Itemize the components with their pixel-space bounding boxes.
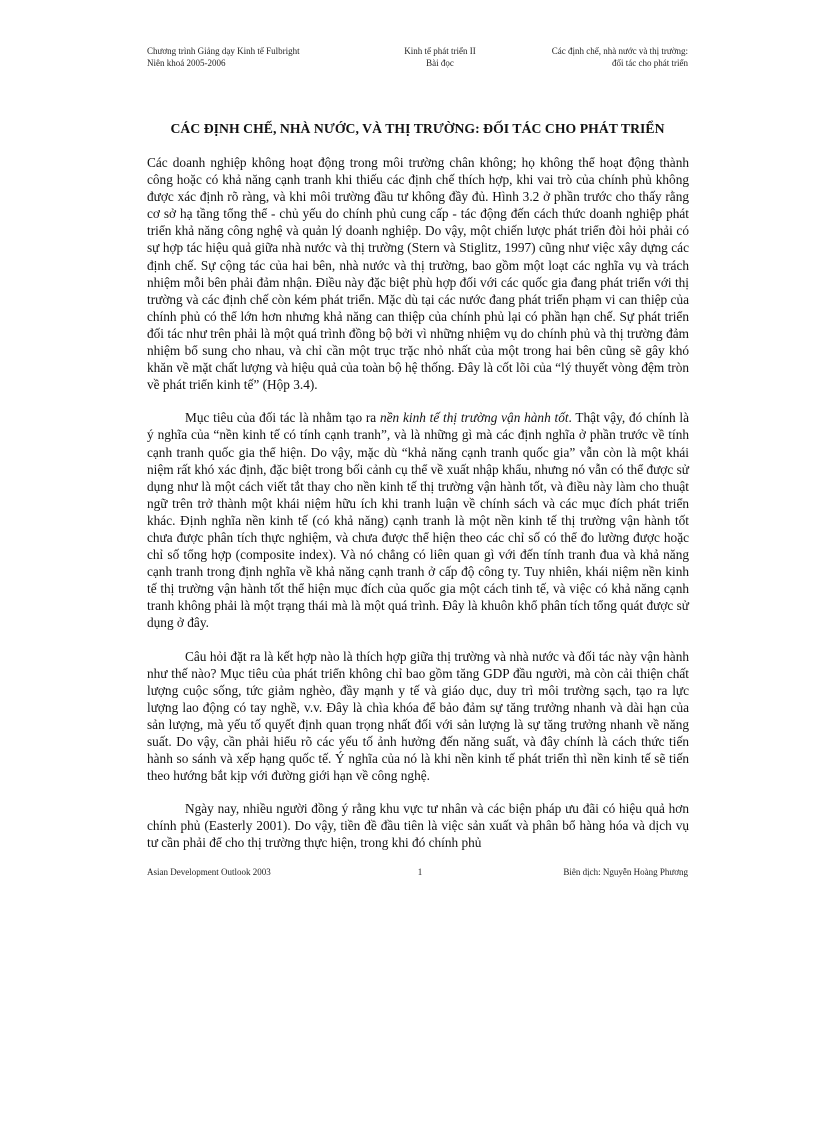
header-reading: Bài đọc [426, 58, 454, 68]
header-topic-line1: Các định chế, nhà nước và thị trường: [551, 46, 688, 56]
page-title: CÁC ĐỊNH CHẾ, NHÀ NƯỚC, VÀ THỊ TRƯỜNG: ĐỐI TÁC CHO PHÁT TRIỂN [170, 121, 665, 136]
header-program: Chương trình Giảng dạy Kinh tế Fulbright [147, 46, 300, 56]
paragraph-2-rest: . Thật vậy, đó chính là ý nghĩa của “nền kinh tế có tính cạnh tranh”, và là những gì mà các định nghĩa ở phần trước về tính cạnh tranh quốc gia thể hiện. Do vậy, mặc dù “khả năng cạnh tranh quốc gia” vẫn còn là một khái niệm rất khó xác định, đặc biệt trong bối cảnh cụ thể về xuất nhập khẩu, nhưng nó vẫn có thể được sử dụng như là một cách viết tắt thay cho nền kinh tế thị trường vận hành tốt, và điều này làm cho thuật ngữ trên trở thành một khái niệm hữu ích khi tranh luận về chính sách và các mục đích phát triển khác. Định nghĩa nền kinh tế (có khả năng) cạnh tranh là một nền kinh tế thị trường vận hành tốt chưa được phân tích thực nghiệm, và chưa được thể hiện theo các chỉ số có thể đo lường được hoặc chỉ số tổng hợp (composite index). Và nó chẳng có liên quan gì với đến tính tranh đua và khả năng cạnh tranh trong định nghĩa về khả năng cạnh tranh ở cấp độ công ty. Tuy nhiên, khái niệm nền kinh tế thị trường vận hành tốt thể hiện mục đích của quốc gia một cách tinh tế, và việc có khả năng cạnh tranh không phải là một trạng thái mà là một quá trình. Đây là khuôn khổ phân tích tổng quát được sử dụng ở đây. [147, 410, 689, 631]
paragraph-2-start: Mục tiêu của đối tác là nhằm tạo ra [185, 410, 380, 426]
header-topic-line2: đối tác cho phát triển [612, 58, 688, 68]
header-course: Kinh tế phát triển II [404, 46, 476, 56]
footer-source: Asian Development Outlook 2003 [147, 867, 271, 877]
paragraph-3: Câu hỏi đặt ra là kết hợp nào là thích hợp giữa thị trường và nhà nước và đối tác này vận hành như thế nào? Mục tiêu của phát triển không chỉ bao gồm tăng GDP đầu người, mà còn cải thiện chất lượng cuộc sống, tức giảm nghèo, đầy mạnh y tế và giáo dục, duy trì môi trường sạch, tạo ra lực lượng lao động có tay nghề, v.v. Đây là chìa khóa để bảo đảm sự tăng trưởng nhanh và dài hạn của sản lượng, mà yếu tố quyết định quan trọng nhất đối với sản lượng là sự tăng trưởng nhanh về năng suất. Do vậy, cần phải hiểu rõ các yếu tố ảnh hưởng đến năng suất, và đây chính là cách thức tiến hành so sánh và xếp hạng quốc tế. Ý nghĩa của nó là khi nền kinh tế phát triển thì nền kinh tế sẽ tiến theo hướng bắt kịp với đường giới hạn về công nghệ. [147, 648, 689, 784]
paragraph-1: Các doanh nghiệp không hoạt động trong môi trường chân không; họ không thể hoạt động thành công hoặc có khả năng cạnh tranh khi thiếu các định chế thích hợp, khi vai trò của chính phủ không được xác định rõ ràng, và khi môi trường đầu tư không đầy đủ. Hình 3.2 ở phần trước cho thấy rằng cơ sở hạ tầng tổng thể - chủ yếu do chính phủ cung cấp - tác động đến cách thức doanh nghiệp phát triển khả năng công nghệ và quản lý doanh nghiệp. Do vậy, một chiến lược phát triển đòi hỏi phải có sự hợp tác hiệu quả giữa nhà nước và thị trường (Stern và Stiglitz, 1997) cũng như việc xây dựng các định chế. Sự cộng tác của hai bên, nhà nước và thị trường, bao gồm một loạt các nghĩa vụ và trách nhiệm mỗi bên phải đảm nhận. Điều này đặc biệt phù hợp đối với các quốc gia đang phát triển với thị trường và các định chế còn kém phát triển. Mặc dù tại các nước đang phát triển phạm vi can thiệp của chính phủ có thể lớn hơn nhưng khả năng can thiệp của chính phủ lại có phần hạn chế. Sự phát triển đối tác như trên phải là một quá trình đồng bộ bởi vì những nhiệm vụ do chính phủ và thị trường đảm nhiệm bổ sung cho nhau, và chỉ cần một trục trặc nhỏ nhất của một trong hai bên cũng sẽ gây khó khăn về mặt chất lượng và hiệu quả của toàn bộ hệ thống. Đây là cốt lõi của “lý thuyết vòng đệm tròn về phát triển kinh tế” (Hộp 3.4). [147, 155, 689, 393]
header-center [390, 45, 490, 69]
header-left [147, 45, 300, 69]
document-body [147, 154, 689, 868]
page-number: 1 [417, 867, 423, 877]
header-year: Niên khoá 2005-2006 [147, 58, 226, 68]
header-right [552, 45, 688, 69]
footer-translator: Biên dịch: Nguyễn Hoàng Phương [563, 867, 688, 877]
paragraph-2-emphasis: nền kinh tế thị trường vận hành tốt [380, 410, 569, 426]
paragraph-4: Ngày nay, nhiều người đồng ý rằng khu vực tư nhân và các biện pháp ưu đãi có hiệu quả hơn chính phủ (Easterly 2001). Do vậy, tiền đề đầu tiên là việc sản xuất và phân bổ hàng hóa và dịch vụ tư cần phải để cho thị trường thực hiện, trong khi đó chính phủ [147, 801, 689, 851]
paragraph-2 [147, 409, 689, 631]
